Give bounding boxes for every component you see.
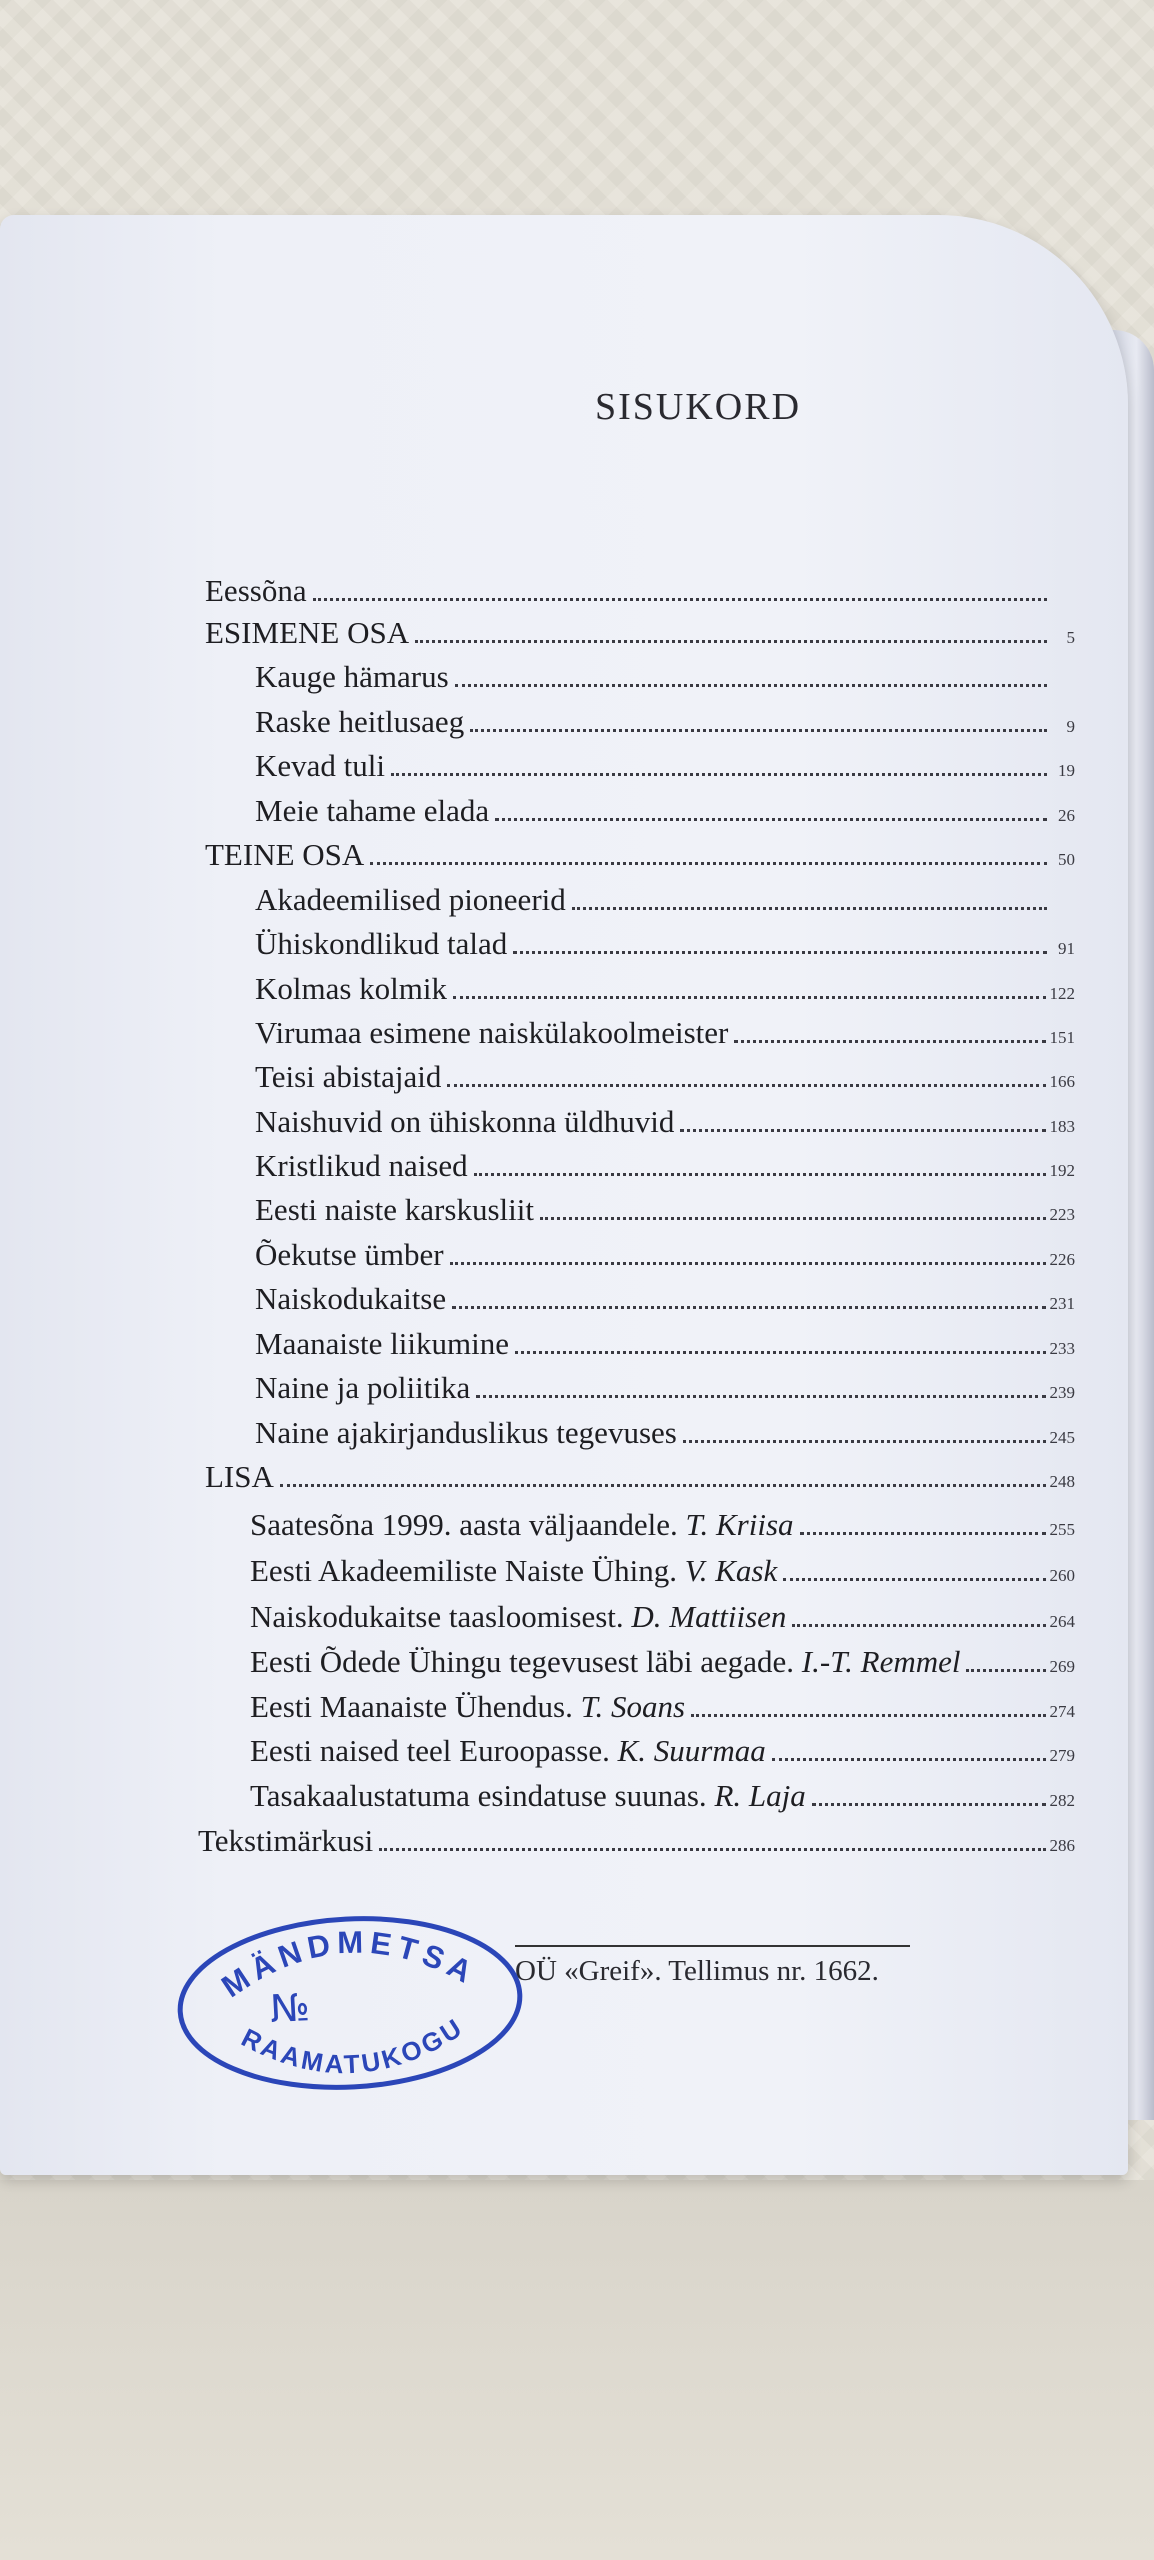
toc-entry-title: Õekutse ümber: [255, 1237, 444, 1272]
toc-page-number: 274: [1049, 1702, 1075, 1721]
toc-page-number: 151: [1049, 1028, 1075, 1047]
dot-leader: [379, 1848, 1045, 1851]
toc-page-number: 282: [1049, 1791, 1075, 1810]
toc-entry-title: [250, 1555, 777, 1586]
dot-leader: [391, 773, 1047, 776]
toc-entry-text: Eesti Akadeemiliste Naiste Ühing.: [250, 1553, 678, 1588]
toc-entry-author: R. Laja: [714, 1778, 806, 1813]
toc-entry-title: Naine ja poliitika: [255, 1370, 471, 1405]
dot-leader: [470, 729, 1047, 732]
toc-page-number: 26: [1058, 806, 1075, 825]
toc-entry-text: Eesti naised teel Euroopasse.: [250, 1733, 610, 1768]
toc-row: [255, 1404, 1075, 1448]
toc-entry-text: Tasakaalustatuma esindatuse suunas.: [250, 1778, 707, 1813]
toc-row: [250, 1496, 1075, 1540]
dot-leader: [792, 1624, 1045, 1627]
toc-entry-title: Kristlikud naised: [255, 1148, 468, 1183]
toc-entry-title: ESIMENE OSA: [205, 615, 410, 650]
toc-row: [205, 604, 1075, 648]
toc-row: [255, 1004, 1075, 1048]
stamp-top-text: MÄNDMETSA: [215, 1924, 483, 2005]
toc-entry-text: Naiskodukaitse taasloomisest.: [250, 1599, 624, 1634]
stamp-bottom-text: RAAMATUKOGU: [236, 2011, 470, 2080]
toc-row: [255, 1315, 1075, 1359]
toc-row: [255, 693, 1075, 737]
dot-leader: [280, 1484, 1046, 1487]
toc-row: [250, 1767, 1075, 1811]
toc-row: [255, 1270, 1075, 1314]
toc-row: [250, 1588, 1075, 1632]
toc-page-number: 5: [1066, 628, 1075, 647]
toc-row: [205, 1448, 1075, 1492]
toc-page-number: 192: [1049, 1161, 1075, 1180]
toc-page-number: 231: [1049, 1294, 1075, 1313]
toc-entry-title: LISA: [205, 1459, 274, 1494]
toc-row: [198, 1812, 1075, 1856]
dot-leader: [812, 1803, 1046, 1806]
toc-page-number: 166: [1049, 1072, 1075, 1091]
toc-entry-text: Saatesõna 1999. aasta väljaandele.: [250, 1507, 678, 1542]
toc-entry-title: Maanaiste liikumine: [255, 1326, 509, 1361]
toc-page-number: 226: [1049, 1250, 1075, 1269]
dot-leader: [691, 1714, 1045, 1717]
page-title: SISUKORD: [595, 386, 802, 428]
dot-leader: [453, 996, 1045, 999]
toc-page-number: 19: [1058, 761, 1075, 780]
toc-entry-title: Virumaa esimene naiskülakoolmeister: [255, 1015, 729, 1050]
toc-page-number: 122: [1049, 984, 1075, 1003]
toc-page-number: 239: [1049, 1383, 1075, 1402]
printer-imprint: OÜ «Greif». Tellimus nr. 1662.: [515, 1955, 879, 1987]
toc-page-number: 269: [1049, 1657, 1075, 1676]
dot-leader: [476, 1395, 1045, 1398]
dot-leader: [513, 951, 1047, 954]
toc-row: [255, 915, 1075, 959]
toc-entry-title: Ühiskondlikud talad: [255, 926, 508, 961]
toc-row: [255, 1181, 1075, 1225]
toc-row: [205, 826, 1075, 870]
toc-entry-title: Naiskodukaitse: [255, 1281, 447, 1316]
toc-entry-title: Akadeemilised pioneerid: [255, 882, 566, 917]
toc-entry-title: Kolmas kolmik: [255, 971, 448, 1006]
dot-leader: [680, 1129, 1045, 1132]
toc-entry-title: [250, 1509, 794, 1540]
toc-row: [250, 1633, 1075, 1677]
toc-page-number: 91: [1058, 939, 1075, 958]
toc-entry-title: Teisi abistajaid: [255, 1059, 442, 1094]
dot-leader: [783, 1578, 1045, 1581]
toc-entry-title: [250, 1691, 685, 1722]
dot-leader: [772, 1758, 1046, 1761]
dot-leader: [455, 684, 1047, 687]
toc-row: [255, 1093, 1075, 1137]
footer-rule: [515, 1945, 910, 1947]
toc-row: [205, 562, 1075, 606]
dot-leader: [447, 1084, 1045, 1087]
stamp-number-sign: №: [269, 1985, 311, 2032]
toc-entry-author: K. Suurmaa: [617, 1733, 766, 1768]
toc-entry-text: Eesti Maanaiste Ühendus.: [250, 1689, 573, 1724]
toc-entry-title: Eessõna: [205, 573, 307, 608]
toc-page-number: 286: [1049, 1836, 1075, 1855]
toc-page-number: 233: [1049, 1339, 1075, 1358]
toc-row: [250, 1542, 1075, 1586]
toc-entry-author: T. Soans: [580, 1689, 686, 1724]
toc-entry-title: [250, 1646, 960, 1677]
toc-entry-title: Kevad tuli: [255, 748, 385, 783]
toc-row: [255, 737, 1075, 781]
toc-page-number: 264: [1049, 1612, 1075, 1631]
library-stamp: [165, 1899, 534, 2108]
toc-row: [255, 1137, 1075, 1181]
toc-row: [255, 782, 1075, 826]
toc-entry-author: I.-T. Remmel: [801, 1644, 961, 1679]
dot-leader: [515, 1351, 1046, 1354]
toc-row: [255, 648, 1075, 692]
dot-leader: [800, 1532, 1046, 1535]
dot-leader: [415, 640, 1047, 643]
toc-entry-title: [250, 1780, 806, 1811]
toc-entry-title: [250, 1735, 766, 1766]
dot-leader: [966, 1669, 1045, 1672]
toc-row: [250, 1722, 1075, 1766]
toc-row: [255, 960, 1075, 1004]
dot-leader: [572, 907, 1047, 910]
toc-entry-title: Naine ajakirjanduslikus tegevuses: [255, 1415, 677, 1450]
dot-leader: [450, 1262, 1046, 1265]
toc-row: [250, 1678, 1075, 1722]
toc-entry-title: Tekstimärkusi: [198, 1823, 374, 1858]
toc-page-number: 50: [1058, 850, 1075, 869]
dot-leader: [452, 1306, 1045, 1309]
dot-leader: [683, 1440, 1046, 1443]
toc-page-number: 9: [1066, 717, 1075, 736]
toc-page-number: 223: [1049, 1205, 1075, 1224]
toc-entry-title: Naishuvid on ühiskonna üldhuvid: [255, 1104, 675, 1139]
dot-leader: [495, 818, 1047, 821]
toc-entry-author: D. Mattiisen: [631, 1599, 787, 1634]
toc-entry-title: TEINE OSA: [205, 837, 365, 872]
toc-row: [255, 1226, 1075, 1270]
dot-leader: [734, 1040, 1045, 1043]
dot-leader: [540, 1217, 1046, 1220]
dot-leader: [313, 598, 1047, 601]
toc-page-number: 183: [1049, 1117, 1075, 1136]
toc-entry-title: Raske heitlusaeg: [255, 704, 465, 739]
toc-entry-author: V. Kask: [684, 1553, 778, 1588]
toc-page-number: 245: [1049, 1428, 1075, 1447]
dot-leader: [474, 1173, 1046, 1176]
toc-row: [255, 871, 1075, 915]
toc-entry-title: Kauge hämarus: [255, 659, 449, 694]
toc-page-number: 248: [1049, 1472, 1075, 1491]
toc-page-number: 279: [1049, 1746, 1075, 1765]
toc-row: [255, 1048, 1075, 1092]
toc-entry-title: Eesti naiste karskusliit: [255, 1192, 534, 1227]
dot-leader: [370, 862, 1047, 865]
toc-entry-text: Eesti Õdede Ühingu tegevusest läbi aegade.: [250, 1644, 795, 1679]
toc-entry-author: T. Kriisa: [685, 1507, 794, 1542]
toc-page-number: 255: [1049, 1520, 1075, 1539]
toc-entry-title: Meie tahame elada: [255, 793, 490, 828]
toc-page-number: 260: [1049, 1566, 1075, 1585]
toc-row: [255, 1359, 1075, 1403]
toc-entry-title: [250, 1601, 786, 1632]
